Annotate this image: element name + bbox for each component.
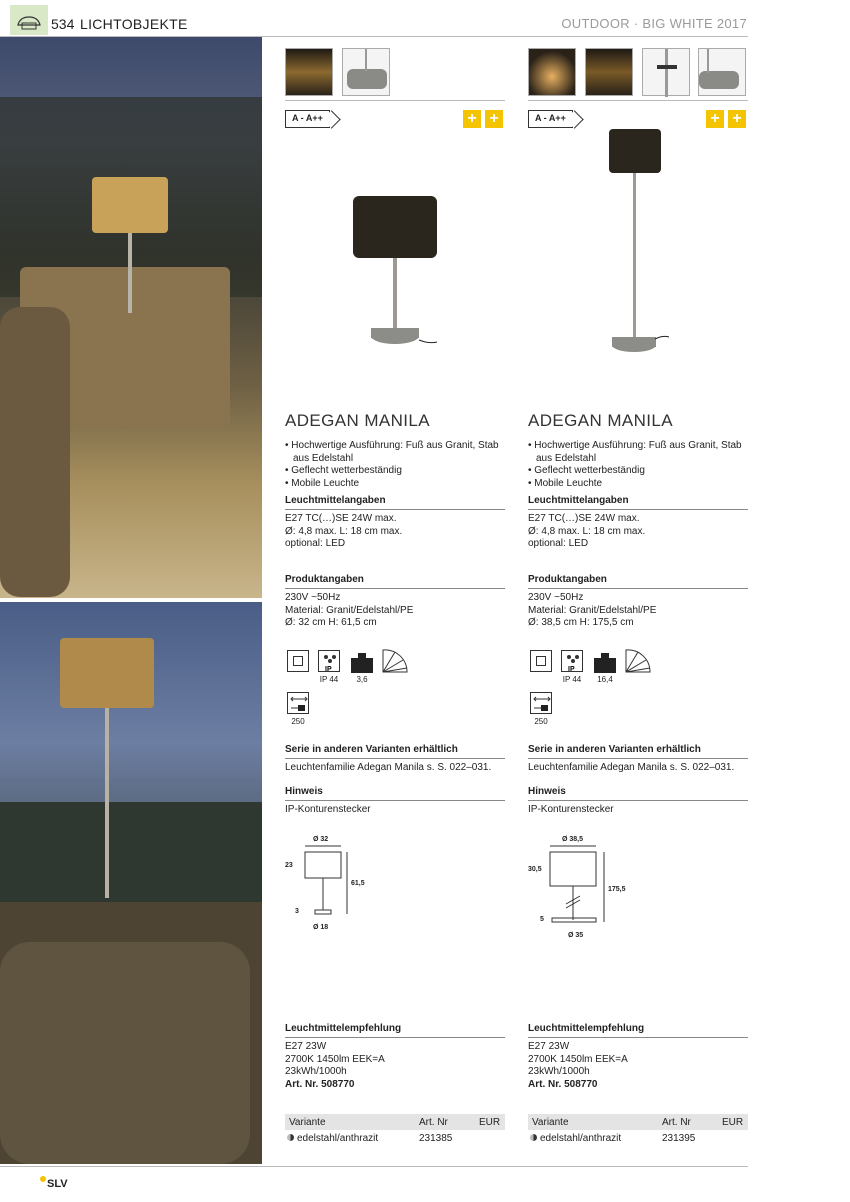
col-eur: EUR xyxy=(479,1117,501,1128)
empfehlung-art-nr: Art. Nr. 508770 xyxy=(285,1078,355,1090)
col-variante: Variante xyxy=(289,1117,326,1128)
table-row[interactable] xyxy=(285,1130,505,1146)
col-eur: EUR xyxy=(722,1117,744,1128)
accessory-plus-icon: + xyxy=(706,110,724,128)
product-column-table xyxy=(285,0,505,1170)
feature-list xyxy=(528,440,748,490)
section-heading-produkt: Produktangaben xyxy=(285,574,505,589)
ambient-photo-floor-lamp xyxy=(0,602,262,1164)
col-art-nr: Art. Nr xyxy=(419,1117,448,1128)
spec-line: 2700K 1450lm EEK=A xyxy=(528,1053,628,1065)
beam-angle-icon xyxy=(624,648,652,674)
ip-badge-text: IP xyxy=(325,666,332,673)
hinweis-text: IP-Konturenstecker xyxy=(528,804,614,815)
section-heading-hinweis: Hinweis xyxy=(285,786,505,801)
feature-item: • Geflecht wetterbeständig xyxy=(285,465,402,476)
section-heading-empfehlung: Leuchtmittelempfehlung xyxy=(285,1023,505,1038)
spec-line: 230V ~50Hz xyxy=(285,592,341,603)
ip-badge-text: IP xyxy=(568,666,575,673)
thumbnail-stem[interactable] xyxy=(642,48,690,96)
serie-text: Leuchtenfamilie Adegan Manila s. S. 022–031. xyxy=(528,762,735,773)
ip-label: IP 44 xyxy=(319,675,339,684)
dim-diameter-base: Ø 18 xyxy=(313,924,329,931)
product-image-floor-lamp xyxy=(603,125,673,357)
section-heading-produkt: Produktangaben xyxy=(528,574,748,589)
variant-name: edelstahl/anthrazit xyxy=(540,1133,622,1144)
article-number[interactable]: 231385 xyxy=(419,1133,453,1144)
dim-total-height: 175,5 xyxy=(608,886,626,893)
page-number: 534 xyxy=(51,16,75,32)
brand-logo: SLV xyxy=(47,1178,68,1190)
spec-line: Ø: 4,8 max. L: 18 cm max. xyxy=(285,525,403,537)
thumbnail-granite-base[interactable] xyxy=(342,48,390,96)
spec-line: E27 23W xyxy=(285,1041,327,1052)
accessory-plus-icon: + xyxy=(728,110,746,128)
dim-base-height: 3 xyxy=(295,908,299,915)
feature-item: • Hochwertige Ausführung: Fuß aus Granit, Stab aus Edelstahl xyxy=(528,440,742,464)
cable-plug-icon xyxy=(530,692,552,714)
protection-class-icon xyxy=(287,650,309,672)
thumbnail-divider xyxy=(285,100,505,101)
spec-line: E27 23W xyxy=(528,1041,570,1052)
thumbnail-shade-lit[interactable] xyxy=(528,48,576,96)
dimension-drawing xyxy=(528,834,638,946)
thumbnail-granite-base[interactable] xyxy=(698,48,746,96)
section-heading-serie: Serie in anderen Varianten erhältlich xyxy=(528,744,748,759)
spec-line: Ø: 38,5 cm H: 175,5 cm xyxy=(528,617,634,628)
energy-label: A - A++ xyxy=(528,110,573,128)
dimension-drawing xyxy=(285,834,385,944)
variant-name: edelstahl/anthrazit xyxy=(297,1133,379,1144)
empfehlung-specs xyxy=(285,1041,505,1091)
table-row[interactable] xyxy=(528,1130,748,1146)
accessory-plus-icon: + xyxy=(463,110,481,128)
thumbnail-shade-texture[interactable] xyxy=(585,48,633,96)
brand-dot-icon xyxy=(40,1176,46,1182)
feature-item: • Hochwertige Ausführung: Fuß aus Granit, Stab aus Edelstahl xyxy=(285,440,499,464)
spec-line: Material: Granit/Edelstahl/PE xyxy=(285,604,414,616)
dim-base-height: 5 xyxy=(540,916,544,923)
variant-table-header xyxy=(285,1114,505,1130)
dim-diameter-top: Ø 32 xyxy=(313,836,329,843)
spec-line: Material: Granit/Edelstahl/PE xyxy=(528,604,657,616)
col-variante: Variante xyxy=(532,1117,569,1128)
article-number[interactable]: 231395 xyxy=(662,1133,696,1144)
house-logo-icon xyxy=(10,5,48,35)
cable-length-label: 250 xyxy=(291,717,305,726)
spec-line: E27 TC(…)SE 24W max. xyxy=(285,513,397,524)
ip-rating-icon xyxy=(561,650,583,672)
section-heading-leuchtmittel: Leuchtmittelangaben xyxy=(285,495,505,510)
hinweis-text: IP-Konturenstecker xyxy=(285,804,371,815)
section-heading-leuchtmittel: Leuchtmittelangaben xyxy=(528,495,748,510)
section-category: LICHTOBJEKTE xyxy=(80,16,188,32)
product-column-floor xyxy=(528,0,748,1170)
footer-divider xyxy=(0,1166,748,1167)
feature-item: • Geflecht wetterbeständig xyxy=(528,465,645,476)
dim-total-height: 61,5 xyxy=(351,880,365,887)
ip-rating-icon xyxy=(318,650,340,672)
product-image-table-lamp xyxy=(345,190,455,360)
protection-class-icon xyxy=(530,650,552,672)
thumbnail-shade-texture[interactable] xyxy=(285,48,333,96)
cable-length-label: 250 xyxy=(534,717,548,726)
produkt-specs xyxy=(528,592,748,630)
leuchtmittel-specs xyxy=(528,513,748,551)
serie-text: Leuchtenfamilie Adegan Manila s. S. 022–031. xyxy=(285,762,492,773)
feature-item: • Mobile Leuchte xyxy=(528,477,603,489)
thumbnail-divider xyxy=(528,100,748,101)
leuchtmittel-specs xyxy=(285,513,505,551)
feature-list xyxy=(285,440,505,490)
product-title: ADEGAN MANILA xyxy=(528,411,674,430)
col-art-nr: Art. Nr xyxy=(662,1117,691,1128)
spec-line: 23kWh/1000h xyxy=(285,1066,347,1077)
dim-diameter-top: Ø 38,5 xyxy=(562,836,584,843)
catalog-name: OUTDOOR · BIG WHITE 2017 xyxy=(561,16,747,31)
spec-line: Ø: 4,8 max. L: 18 cm max. xyxy=(528,525,646,537)
beam-angle-icon xyxy=(381,648,409,674)
produkt-specs xyxy=(285,592,505,630)
weight-label: 3,6 xyxy=(356,675,368,684)
weight-icon xyxy=(349,650,375,674)
empfehlung-specs xyxy=(528,1041,748,1091)
feature-item: • Mobile Leuchte xyxy=(285,477,360,489)
spec-line: optional: LED xyxy=(285,538,346,549)
product-title: ADEGAN MANILA xyxy=(285,411,431,430)
finish-swatch-icon xyxy=(530,1134,537,1141)
dim-diameter-base: Ø 35 xyxy=(568,932,584,939)
cable-plug-icon xyxy=(287,692,309,714)
energy-label: A - A++ xyxy=(285,110,330,128)
spec-line: 230V ~50Hz xyxy=(528,592,584,603)
section-heading-empfehlung: Leuchtmittelempfehlung xyxy=(528,1023,748,1038)
finish-swatch-icon xyxy=(287,1134,294,1141)
weight-icon xyxy=(592,650,618,674)
spec-line: 2700K 1450lm EEK=A xyxy=(285,1053,385,1065)
section-heading-serie: Serie in anderen Varianten erhältlich xyxy=(285,744,505,759)
accessory-plus-icon: + xyxy=(485,110,503,128)
ambient-photo-table-lamp xyxy=(0,37,262,598)
variant-table-header xyxy=(528,1114,748,1130)
dim-shade-height: 23 xyxy=(285,862,293,869)
ip-label: IP 44 xyxy=(562,675,582,684)
spec-line: E27 TC(…)SE 24W max. xyxy=(528,513,640,524)
section-heading-hinweis: Hinweis xyxy=(528,786,748,801)
spec-line: 23kWh/1000h xyxy=(528,1066,590,1077)
dim-shade-height: 30,5 xyxy=(528,866,542,873)
spec-line: Ø: 32 cm H: 61,5 cm xyxy=(285,617,377,628)
spec-line: optional: LED xyxy=(528,538,589,549)
weight-label: 16,4 xyxy=(597,675,613,684)
empfehlung-art-nr: Art. Nr. 508770 xyxy=(528,1078,598,1090)
